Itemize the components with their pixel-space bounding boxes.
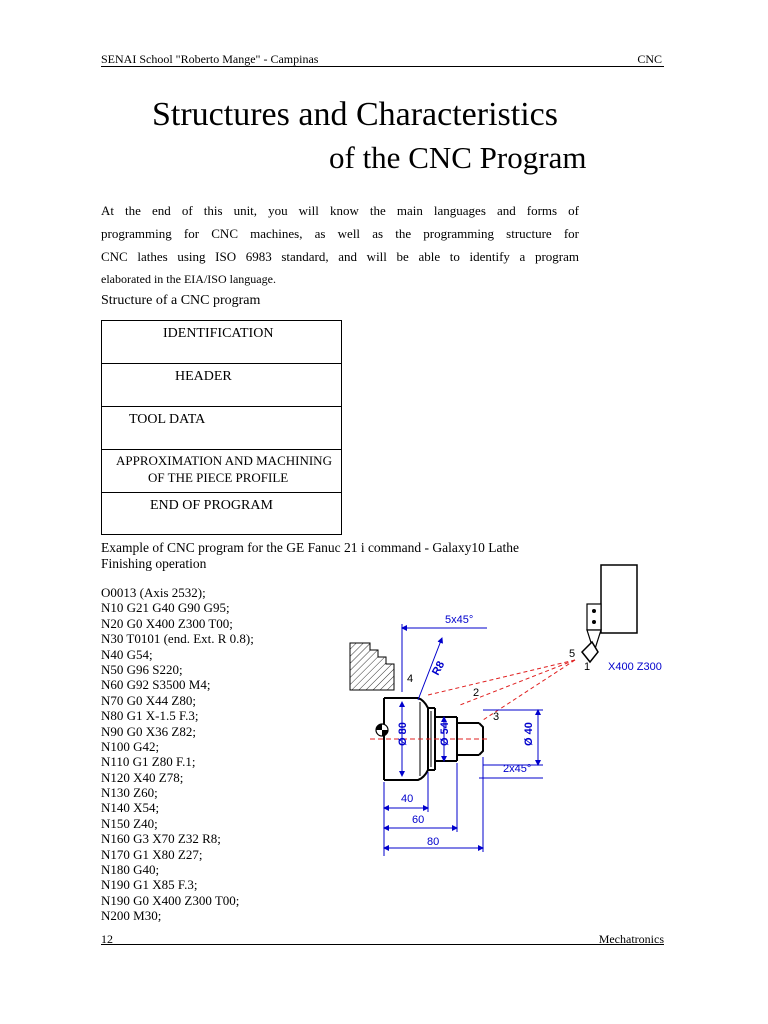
page-number: 12 (101, 932, 113, 946)
running-header-topic: CNC (637, 52, 662, 66)
point-label-4: 4 (407, 673, 414, 685)
structure-row-label: TOOL DATA (129, 412, 206, 427)
length-80-label: 80 (427, 836, 440, 848)
page-title-line-1: Structures and Characteristics (152, 96, 558, 133)
program-line: N140 X54; (101, 800, 160, 816)
program-line: N30 T0101 (end. Ext. R 0.8); (101, 631, 254, 647)
structure-row-tool-data (102, 407, 341, 450)
program-line: N190 G1 X85 F.3; (101, 877, 198, 893)
program-line: N50 G96 S220; (101, 661, 183, 677)
work-zero-icon (376, 724, 388, 736)
structure-table (101, 320, 342, 535)
structure-row-label: HEADER (175, 369, 232, 384)
program-line: O0013 (Axis 2532); (101, 585, 206, 600)
program-line: N40 G54; (101, 646, 153, 662)
program-line: N120 X40 Z78; (101, 769, 184, 785)
chamfer-bottom-label: 2x45° (503, 763, 532, 775)
structure-row-label: IDENTIFICATION (163, 326, 274, 341)
program-line: N10 G21 G40 G90 G95; (101, 600, 230, 616)
structure-row-label: END OF PROGRAM (150, 498, 273, 513)
structure-label: Structure of a CNC program (101, 293, 261, 308)
radius-label: R8 (430, 659, 448, 678)
structure-row-approximation (102, 450, 341, 493)
structure-row-label: OF THE PIECE PROFILE (148, 470, 289, 485)
home-position-label: X400 Z300 (608, 661, 662, 673)
program-line: N60 G92 S3500 M4; (101, 677, 211, 693)
diameter-54-label: Ø 54 (439, 722, 451, 746)
program-line: N80 G1 X-1.5 F.3; (101, 708, 199, 724)
intro-line: CNC lathes using ISO 6983 standard, and will be able to identify a program (101, 249, 579, 264)
footer-rule (101, 944, 664, 945)
program-line: N170 G1 X80 Z27; (101, 846, 203, 862)
page-title-line-2: of the CNC Program (329, 140, 587, 175)
intro-line: At the end of this unit, you will know the main languages and forms of (101, 203, 579, 218)
program-line: N200 M30; (101, 908, 162, 924)
program-line: N160 G3 X70 Z32 R8; (101, 831, 221, 847)
intro-paragraph (101, 199, 579, 291)
structure-row-label: APPROXIMATION AND MACHINING (116, 453, 332, 468)
diameter-80-label: Ø 80 (397, 722, 409, 746)
structure-row-end (102, 493, 341, 534)
program-line: N190 G0 X400 Z300 T00; (101, 892, 240, 908)
header-rule (101, 66, 664, 67)
point-label-1: 1 (584, 661, 591, 673)
example-title: Example of CNC program for the GE Fanuc 21 i command - Galaxy10 Lathe (101, 540, 520, 555)
structure-row-header (102, 364, 341, 407)
lathe-part-drawing (340, 560, 670, 860)
program-line: N110 G1 Z80 F.1; (101, 754, 196, 770)
point-label-3: 3 (493, 711, 500, 723)
program-line: N130 Z60; (101, 785, 158, 801)
cnc-program-listing (101, 585, 254, 924)
diameter-40-label: Ø 40 (523, 722, 535, 746)
chamfer-top-label: 5x45° (445, 614, 474, 626)
length-60-label: 60 (412, 814, 425, 826)
point-label-2: 2 (473, 687, 480, 699)
cutting-tool (582, 565, 637, 662)
footer-section: Mechatronics (598, 932, 664, 946)
running-header-school: SENAI School "Roberto Mange" - Campinas (101, 52, 319, 66)
intro-line: programming for CNC machines, as well as the programming structure for (101, 226, 579, 241)
example-subtitle: Finishing operation (101, 556, 207, 571)
program-line: N90 G0 X36 Z82; (101, 723, 196, 739)
structure-row-identification (102, 321, 341, 364)
intro-line: elaborated in the EIA/ISO language. (101, 272, 276, 286)
tool-path (428, 660, 575, 720)
program-line: N70 G0 X44 Z80; (101, 692, 196, 708)
program-line: N100 G42; (101, 738, 160, 754)
program-line: N20 G0 X400 Z300 T00; (101, 615, 233, 631)
point-label-5: 5 (569, 648, 576, 660)
program-line: N150 Z40; (101, 815, 158, 831)
program-line: N180 G40; (101, 862, 160, 878)
chuck-jaw (350, 643, 394, 690)
length-40-label: 40 (401, 793, 414, 805)
